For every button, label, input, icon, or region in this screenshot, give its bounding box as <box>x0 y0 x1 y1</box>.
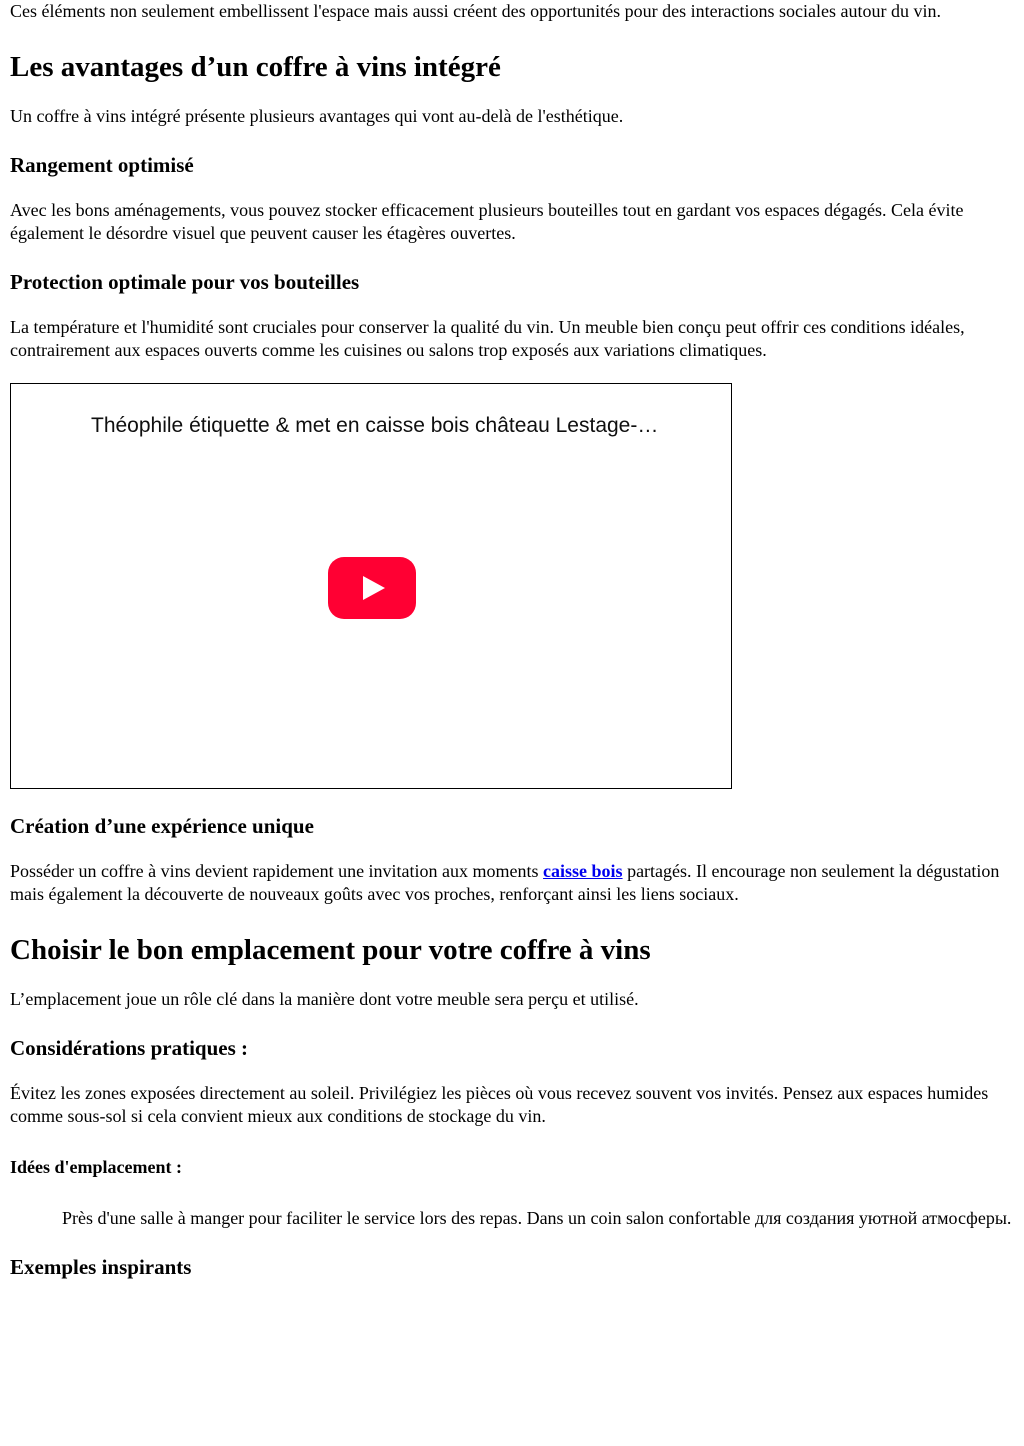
experience-text-end: partagés. Il encourage non seulement la dégustation mais également la découverte de nouveaux goûts avec vos proches, renforçant ainsi les liens sociaux. <box>10 861 1000 904</box>
practical-text: Évitez les zones exposées directement au soleil. Privilégiez les pièces où vous recevez souvent vos invités. Pensez aux espaces humides comme sous-sol si cela convient mieux aux conditions de stockage du vin. <box>10 1083 989 1126</box>
advantages-intro: Un coffre à vins intégré présente plusieurs avantages qui vont au-delà de l'esthétique. <box>10 106 624 126</box>
youtube-play-icon[interactable] <box>328 557 416 619</box>
protection-text: La température et l'humidité sont cruciales pour conserver la qualité du vin. Un meuble bien conçu peut offrir ces conditions idéales, contrairement aux espaces ouverts comme les cuisines ou salons trop exposés aux variations climatiques. <box>10 317 965 360</box>
location-intro: L’emplacement joue un rôle clé dans la manière dont votre meuble sera perçu et utilisé. <box>10 989 639 1009</box>
ideas-quote: Près d'une salle à manger pour faciliter le service lors des repas. Dans un coin salon confortable для создания уютной атмосферы. <box>62 1208 1012 1228</box>
video-title[interactable]: Théophile étiquette & met en caisse bois château Lestage-… <box>91 414 659 437</box>
heading-advantages: Les avantages d’un coffre à vins intégré <box>10 51 501 83</box>
video-embed[interactable] <box>10 383 732 789</box>
heading-ideas: Idées d'emplacement : <box>10 1157 182 1177</box>
storage-text: Avec les bons aménagements, vous pouvez stocker efficacement plusieurs bouteilles tout en gardant vos espaces dégagés. Cela évite également le désordre visuel que peuvent causer les étagères ouvertes. <box>10 200 964 243</box>
heading-protection: Protection optimale pour vos bouteilles <box>10 270 360 294</box>
experience-text <box>10 860 1014 906</box>
intro-paragraph: Ces éléments non seulement embellissent l'espace mais aussi créent des opportunités pour des interactions sociales autour du vin. <box>10 1 942 21</box>
experience-text-start: Posséder un coffre à vins devient rapidement une invitation aux moments <box>10 861 544 881</box>
heading-experience: Création d’une expérience unique <box>10 814 314 838</box>
heading-examples: Exemples inspirants <box>10 1255 192 1279</box>
heading-location: Choisir le bon emplacement pour votre coffre à vins <box>10 934 651 966</box>
heading-storage: Rangement optimisé <box>10 153 194 177</box>
heading-practical: Considérations pratiques : <box>10 1036 249 1060</box>
caisse-bois-link[interactable]: caisse bois <box>543 861 623 881</box>
